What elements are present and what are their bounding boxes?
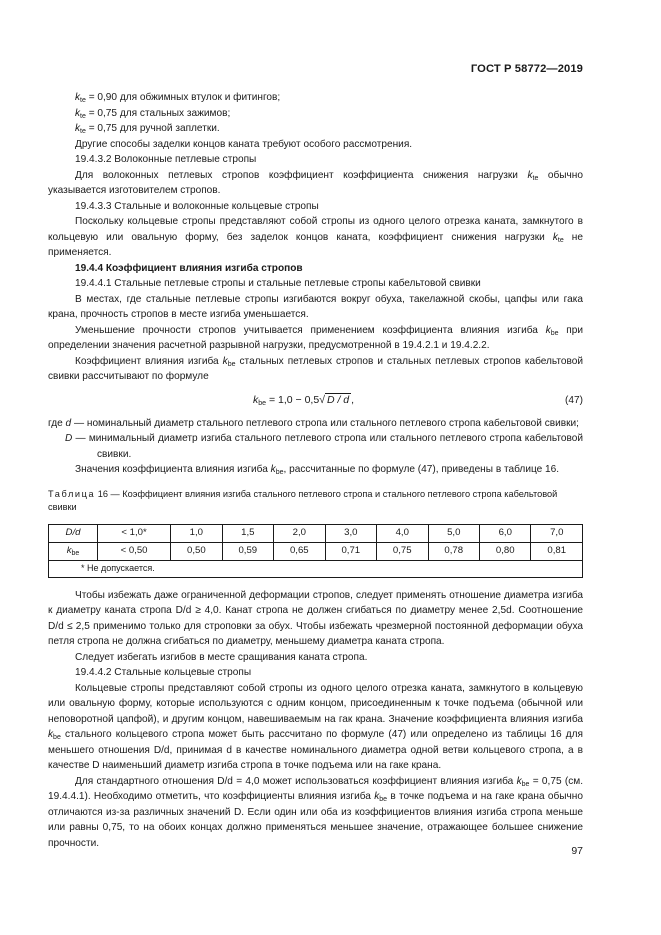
subscript: be: [379, 796, 388, 803]
symbol: k: [552, 231, 558, 243]
table-caption: [48, 488, 583, 514]
formula-47: [48, 389, 583, 415]
symbol: k: [48, 729, 54, 740]
text: Для волоконных петлевых стропов коэффициент коэффициента снижения нагрузки: [75, 169, 528, 181]
text: не применяется.: [48, 231, 583, 258]
symbol: k: [75, 92, 81, 103]
page-content: [48, 90, 583, 851]
table-cell: 3,0: [325, 524, 376, 542]
paragraph-deformation: Чтобы избежать даже ограниченной деформации стропов, следует применять отношение диаметра изгиба к диаметру каната стропа D/d ≥ 4,0. Канат стропа не должен сгибаться по диаметру менее 2,5d. Соотношение D/d ≤ 2,5 применимо только для строповки за обух. Чтобы избежать чрезмерной постоянной деформации обуха петля стропа не должна сгибаться по диаметру, меньшему диаметра каната стропа.: [48, 589, 583, 647]
standard-header: ГОСТ Р 58772—2019: [470, 63, 583, 75]
section-heading-1944: 19.4.4 Коэффициент влияния изгиба стропов: [75, 262, 303, 274]
text: Поскольку кольцевые стропы представляют собой стропы из одного целого отрезка каната, замкнутого в кольцевую или овальную форму, без заделок концов каната, коэффициент снижения нагрузки: [48, 216, 583, 243]
table-cell: 0,59: [222, 542, 273, 560]
table-16: [48, 524, 583, 578]
subscript: be: [550, 329, 559, 337]
table-footnote: * Не допускается.: [49, 560, 583, 577]
symbol: k: [270, 464, 276, 475]
table-cell: 0,75: [377, 542, 428, 560]
where-d: [48, 416, 583, 432]
symbol: k: [75, 107, 81, 119]
text: = 0,75 для стальных зажимов;: [85, 107, 231, 119]
symbol: D: [65, 433, 73, 444]
paragraph-strength-reduction: [48, 323, 583, 354]
text: = 0,75 для ручной заплетки.: [85, 123, 220, 134]
symbol: k: [222, 355, 228, 367]
text: Таблица: [48, 488, 96, 499]
table-cell: 0,81: [531, 542, 583, 560]
subscript: be: [53, 734, 61, 741]
symbol: k: [66, 545, 72, 557]
formula-expression: [253, 393, 354, 409]
subscript: te: [80, 128, 86, 135]
table-cell: [49, 542, 98, 560]
table-cell: 1,5: [222, 524, 273, 542]
text: 16 — Коэффициент влияния изгиба стального петлевого стропа и стального петлевого стропа кабельтовой свивки: [48, 488, 558, 512]
table-cell: 0,65: [274, 542, 325, 560]
text: = 1,0 − 0,5: [266, 393, 320, 406]
text: , рассчитанные по формуле (47), приведены в таблице 16.: [283, 464, 560, 475]
subscript: be: [71, 550, 80, 558]
text: обычно указывается изготовителем стропов.: [48, 169, 583, 196]
table-cell: 0,71: [325, 542, 376, 560]
text: — минимальный диаметр изгиба стального петлевого стропа или стального петлевого стропа кабельтовой свивки.: [72, 433, 583, 460]
subscript: be: [227, 360, 236, 368]
section-heading-19433: 19.4.3.3 Стальные и волоконные кольцевые стропы: [75, 200, 319, 212]
text: = 0,75 (см. 19.4.4.1). Необходимо отметить, что коэффициенты влияния изгиба: [48, 775, 584, 802]
table-cell: 6,0: [480, 524, 531, 542]
table-cell: 2,0: [274, 524, 325, 542]
text: стальных петлевых стропов и стальных петлевых стропов кабельтовой свивки рассчитывают по формуле: [48, 355, 583, 382]
paragraph-kte-075-splice: [48, 121, 583, 137]
subscript: be: [258, 399, 267, 407]
paragraph-kbe-values: [48, 462, 583, 478]
subscript: be: [521, 780, 530, 788]
page-number: 97: [571, 845, 583, 857]
table-cell: 0,80: [480, 542, 531, 560]
table-row: [49, 524, 583, 542]
subscript: te: [557, 236, 564, 244]
text: Коэффициент влияния изгиба: [75, 355, 223, 367]
paragraph-kte-090: [48, 90, 583, 106]
symbol: k: [374, 791, 380, 802]
paragraph-kbe-formula-intro: [48, 354, 583, 385]
spacer: [48, 578, 583, 588]
text: Для стандартного отношения D/d = 4,0 может использоваться коэффициент влияния изгиба: [75, 775, 517, 787]
paragraph-kte-075-clamps: [48, 106, 583, 122]
text: ,: [351, 393, 355, 406]
subscript: te: [80, 97, 86, 104]
symbol: k: [253, 393, 259, 406]
paragraph-19432: [48, 168, 583, 199]
text: Кольцевые стропы представляют собой стропы из одного целого отрезка каната, замкнутого в кольцевую или овальную форму, которые используются с одним концом, присоединенным к точке подъема (обычной или неповоротной цапфой), и другим концом, навешиваемым на гак крана. Значение коэффициента влияния изгиба: [48, 682, 583, 725]
where-D: [48, 431, 583, 462]
table-cell: 5,0: [428, 524, 479, 542]
paragraph-splice-bending: Следует избегать изгибов в месте сращивания каната стропа.: [75, 651, 368, 663]
formula-number: (47): [565, 394, 583, 406]
paragraph-grommet-slings: [48, 681, 583, 774]
section-heading-19432: 19.4.3.2 Волоконные петлевые стропы: [75, 154, 257, 165]
text: Значения коэффициента влияния изгиба: [75, 464, 271, 475]
table-cell: 7,0: [531, 524, 583, 542]
table-row: [49, 560, 583, 577]
text: — номинальный диаметр стального петлевого стропа или стального петлевого стропа кабельтовой свивки;: [71, 417, 579, 429]
text: D / d: [326, 393, 350, 406]
table-cell: [49, 524, 98, 542]
text: = 0,90 для обжимных втулок и фитингов;: [85, 92, 281, 103]
table-row: [49, 542, 583, 560]
sqrt-sign-icon: √: [319, 393, 325, 406]
symbol: k: [75, 123, 81, 134]
text: D/d: [65, 527, 81, 539]
text: Уменьшение прочности стропов учитывается применением коэффициента влияния изгиба: [75, 324, 546, 336]
section-heading-19441: 19.4.4.1 Стальные петлевые стропы и стальные петлевые стропы кабельтовой свивки: [75, 278, 481, 289]
table-cell: 0,50: [171, 542, 222, 560]
paragraph-19433: [48, 214, 583, 261]
text: при определении значения расчетной разрывной нагрузки, предусмотренной в 19.4.2.1 и 19.4.2.2.: [48, 324, 583, 351]
table-cell: < 0,50: [98, 542, 171, 560]
section-heading-19442: 19.4.4.2 Стальные кольцевые стропы: [75, 667, 252, 678]
paragraph-bending-places: В местах, где стальные петлевые стропы изгибаются вокруг обуха, такелажной скобы, цапфы или гака крана, прочность стропов в месте изгиба уменьшается.: [48, 293, 583, 320]
text: в точке подъема и на гаке крана обычно отличаются из-за различных значений D. Если один или оба из коэффициентов влияния изгиба стропа меньше или равны 0,75, то на обоих концах должно применяться меньшее значение, отражающее большее снижение прочности.: [48, 791, 583, 849]
text: где: [48, 417, 66, 429]
symbol: k: [545, 324, 551, 336]
table-cell: < 1,0*: [98, 524, 171, 542]
paragraph-other-methods: Другие способы заделки концов каната требуют особого рассмотрения.: [75, 138, 413, 150]
table-cell: 4,0: [377, 524, 428, 542]
subscript: te: [80, 112, 86, 120]
subscript: be: [275, 469, 284, 476]
symbol: k: [516, 775, 522, 787]
paragraph-standard-ratio: [48, 774, 583, 852]
symbol: k: [527, 169, 533, 181]
table-cell: 1,0: [171, 524, 222, 542]
sqrt-radicand: [325, 393, 351, 406]
subscript: te: [532, 174, 539, 182]
text: стального кольцевого стропа может быть рассчитано по формуле (47) или определено из таблицы 16 для меньшего отношения D/d, принимая d в качестве номинального диаметра одной ветви кольцевого стропа, а в качестве D наименьший диаметр изгиба стропа в точке подъема или на гаке крана.: [48, 729, 583, 771]
symbol: d: [65, 417, 72, 429]
table-cell: 0,78: [428, 542, 479, 560]
